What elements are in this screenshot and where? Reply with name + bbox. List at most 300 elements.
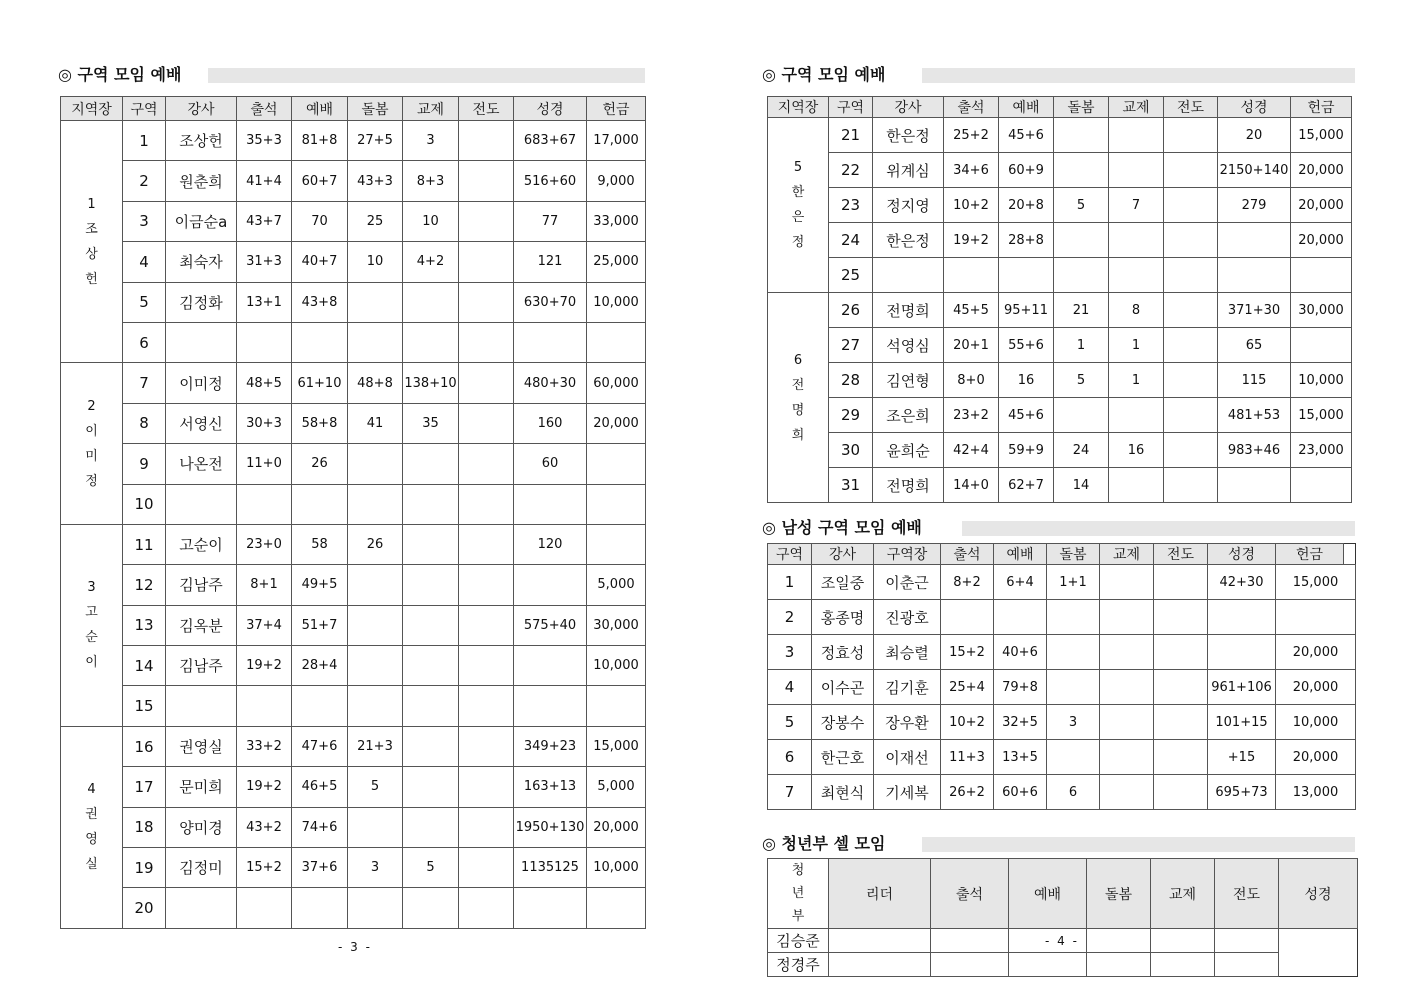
table-row	[61, 646, 646, 686]
table-cell: 16	[1109, 433, 1164, 468]
table-cell: 35+3	[237, 121, 292, 161]
table-cell: 최숙자	[166, 242, 237, 282]
column-header: 지역장	[61, 97, 123, 121]
table-cell: 74+6	[292, 807, 348, 847]
table-cell: 47+6	[292, 726, 348, 766]
table-cell	[944, 258, 999, 293]
table-cell: 10+2	[941, 705, 994, 740]
table-cell: 55+6	[999, 328, 1054, 363]
table-cell: 19+2	[237, 646, 292, 686]
table-cell: 101+15	[1208, 705, 1276, 740]
region-leader-char: 은	[791, 210, 805, 225]
table-row	[61, 524, 646, 564]
table-row	[768, 398, 1352, 433]
column-header: 성경	[1279, 859, 1358, 929]
column-header: 예배	[1009, 859, 1087, 929]
table-cell	[292, 322, 348, 362]
column-header: 돌봄	[1047, 544, 1100, 565]
table-row	[61, 363, 646, 403]
table-cell: 120	[514, 524, 587, 564]
table-cell	[403, 888, 459, 928]
table-cell	[348, 484, 403, 524]
table-cell: 1+1	[1047, 565, 1100, 600]
table-cell: 한은정	[873, 223, 944, 258]
column-header: 교제	[1109, 97, 1164, 118]
table-cell	[829, 953, 931, 977]
table-cell	[941, 600, 994, 635]
table-cell: 10,000	[1291, 363, 1352, 398]
title-bar	[922, 68, 1355, 83]
table-cell: 8	[123, 403, 166, 443]
table-cell: 41+4	[237, 161, 292, 201]
table-row	[61, 726, 646, 766]
column-header: 전도	[459, 97, 514, 121]
table-cell	[1154, 740, 1208, 775]
table-cell	[1054, 118, 1109, 153]
table-row	[61, 848, 646, 888]
table-cell	[403, 565, 459, 605]
right-district-table	[767, 96, 1352, 503]
table-cell: 8+0	[944, 363, 999, 398]
column-header: 돌봄	[1054, 97, 1109, 118]
table-cell	[348, 444, 403, 484]
page-number-left: - 3 -	[338, 940, 372, 954]
column-header: 성경	[514, 97, 587, 121]
table-cell	[1100, 740, 1154, 775]
table-cell: 30	[829, 433, 873, 468]
region-leader-char: 고	[85, 605, 98, 621]
table-cell: 27	[829, 328, 873, 363]
table-cell: 25	[829, 258, 873, 293]
table-cell: 481+53	[1218, 398, 1291, 433]
table-cell	[1291, 328, 1352, 363]
table-cell: 279	[1218, 188, 1291, 223]
table-row	[768, 223, 1352, 258]
table-cell: 4+2	[403, 242, 459, 282]
region-leader-char: 6	[793, 352, 803, 368]
youth-title-text: ◎ 청년부 셀 모임	[762, 833, 891, 855]
table-row	[768, 363, 1352, 398]
table-cell: 79+8	[994, 670, 1047, 705]
table-cell	[403, 767, 459, 807]
table-cell: 25+2	[944, 118, 999, 153]
table-cell	[292, 686, 348, 726]
table-cell	[1164, 188, 1218, 223]
table-cell	[587, 484, 646, 524]
table-row	[61, 686, 646, 726]
table-cell: 정경주	[768, 953, 829, 977]
table-cell: 장봉수	[812, 705, 874, 740]
table-cell: 138+10	[403, 363, 459, 403]
table-row	[61, 605, 646, 645]
table-cell	[459, 646, 514, 686]
table-cell	[1218, 223, 1291, 258]
table-cell: 27+5	[348, 121, 403, 161]
table-cell	[1047, 600, 1100, 635]
table-cell: 23	[829, 188, 873, 223]
page-number-right: - 4 -	[1045, 934, 1079, 948]
column-header: 강사	[166, 97, 237, 121]
table-cell: 60	[514, 444, 587, 484]
region-leader-cell	[768, 293, 829, 503]
table-cell: 65	[1218, 328, 1291, 363]
table-cell	[1100, 565, 1154, 600]
table-cell: 김연형	[873, 363, 944, 398]
table-cell: 10,000	[587, 848, 646, 888]
region-leader-char: 한	[791, 185, 805, 200]
youth-side-char: 청	[791, 863, 805, 878]
table-cell	[587, 888, 646, 928]
table-cell: 58	[292, 524, 348, 564]
table-cell: 19+2	[237, 767, 292, 807]
table-cell	[931, 953, 1009, 977]
table-cell: 한근호	[812, 740, 874, 775]
table-cell	[514, 484, 587, 524]
table-cell: 41	[348, 403, 403, 443]
male-district-table	[767, 543, 1356, 810]
table-row	[61, 403, 646, 443]
table-cell: 한은정	[873, 118, 944, 153]
table-cell: 62+7	[999, 468, 1054, 503]
table-cell: 24	[829, 223, 873, 258]
table-cell	[1100, 635, 1154, 670]
table-cell: 683+67	[514, 121, 587, 161]
region-leader-char: 희	[791, 427, 805, 443]
table-cell	[1208, 635, 1276, 670]
table-cell: 2150+140	[1218, 153, 1291, 188]
table-cell	[1291, 468, 1352, 503]
table-cell: 5	[348, 767, 403, 807]
table-cell	[459, 161, 514, 201]
table-cell	[459, 484, 514, 524]
table-cell: 163+13	[514, 767, 587, 807]
table-cell: 29	[829, 398, 873, 433]
table-cell: 15,000	[587, 726, 646, 766]
table-cell: 9	[123, 444, 166, 484]
column-header: 전도	[1215, 859, 1279, 929]
table-cell	[237, 322, 292, 362]
table-cell: 58+8	[292, 403, 348, 443]
table-row	[768, 433, 1352, 468]
table-row	[768, 635, 1356, 670]
column-header: 성경	[1218, 97, 1291, 118]
table-cell	[1151, 953, 1215, 977]
table-cell: 22	[829, 153, 873, 188]
table-cell: 35	[403, 403, 459, 443]
table-cell	[1164, 363, 1218, 398]
column-header: 헌금	[587, 97, 646, 121]
table-cell: 권영실	[166, 726, 237, 766]
column-header: 교제	[403, 97, 459, 121]
table-cell: 983+46	[1218, 433, 1291, 468]
table-cell: 18	[123, 807, 166, 847]
table-cell	[459, 767, 514, 807]
table-row	[61, 565, 646, 605]
table-cell: 16	[123, 726, 166, 766]
table-cell: 서영신	[166, 403, 237, 443]
table-cell	[166, 322, 237, 362]
table-row	[61, 484, 646, 524]
table-cell: 40+6	[994, 635, 1047, 670]
table-cell	[514, 322, 587, 362]
table-row	[768, 775, 1356, 810]
table-cell: 14	[123, 646, 166, 686]
table-cell	[459, 282, 514, 322]
table-cell: 12	[123, 565, 166, 605]
table-cell: 30+3	[237, 403, 292, 443]
table-cell: 고순이	[166, 524, 237, 564]
table-cell	[1151, 929, 1215, 953]
table-cell	[237, 484, 292, 524]
table-row	[61, 282, 646, 322]
title-bar	[208, 68, 645, 83]
table-cell	[1276, 600, 1356, 635]
table-cell	[1109, 223, 1164, 258]
table-cell	[1215, 929, 1279, 953]
table-cell: 정지영	[873, 188, 944, 223]
table-cell: 46+5	[292, 767, 348, 807]
table-cell: 45+5	[944, 293, 999, 328]
region-leader-char: 4	[87, 782, 96, 798]
table-cell: 26	[348, 524, 403, 564]
table-cell: 60+6	[994, 775, 1047, 810]
table-cell	[514, 888, 587, 928]
table-cell: 전명희	[873, 468, 944, 503]
table-cell: 10,000	[1276, 705, 1356, 740]
table-cell	[166, 686, 237, 726]
table-cell	[459, 888, 514, 928]
table-cell	[1054, 223, 1109, 258]
table-cell	[1100, 705, 1154, 740]
table-cell	[931, 929, 1009, 953]
table-cell: 95+11	[999, 293, 1054, 328]
table-cell: 45+6	[999, 118, 1054, 153]
table-cell: 15+2	[941, 635, 994, 670]
table-cell: 위계심	[873, 153, 944, 188]
table-cell: 기세복	[874, 775, 941, 810]
table-cell: 26+2	[941, 775, 994, 810]
table-cell	[1047, 635, 1100, 670]
table-cell: 4	[123, 242, 166, 282]
right-top-section-title	[762, 64, 1355, 86]
table-cell: 43+8	[292, 282, 348, 322]
table-cell	[587, 686, 646, 726]
table-cell: 371+30	[1218, 293, 1291, 328]
table-cell	[1164, 118, 1218, 153]
table-cell: 31+3	[237, 242, 292, 282]
table-cell	[348, 565, 403, 605]
table-cell: 30,000	[587, 605, 646, 645]
column-header: 리더	[829, 859, 931, 929]
column-header: 전도	[1154, 544, 1208, 565]
table-cell	[1164, 328, 1218, 363]
table-row	[61, 201, 646, 241]
table-cell: 20,000	[1291, 188, 1352, 223]
region-leader-char: 전	[791, 377, 805, 393]
table-row	[61, 807, 646, 847]
table-cell: 33+2	[237, 726, 292, 766]
table-cell: 10	[123, 484, 166, 524]
table-cell: 15,000	[1291, 398, 1352, 433]
table-cell	[514, 686, 587, 726]
table-cell: 11+0	[237, 444, 292, 484]
table-cell: 1	[1054, 328, 1109, 363]
table-cell	[587, 444, 646, 484]
table-cell: 10+2	[944, 188, 999, 223]
table-cell: 8+1	[237, 565, 292, 605]
table-cell: 3	[348, 848, 403, 888]
table-row	[61, 121, 646, 161]
table-cell	[292, 484, 348, 524]
table-cell	[403, 726, 459, 766]
table-cell: 43+7	[237, 201, 292, 241]
region-leader-cell	[768, 118, 829, 293]
title-bar	[962, 521, 1355, 536]
region-leader-char: 순	[85, 630, 98, 646]
column-header: 출석	[237, 97, 292, 121]
table-cell: 60+9	[999, 153, 1054, 188]
table-cell: 115	[1218, 363, 1291, 398]
table-row	[61, 444, 646, 484]
region-leader-cell	[61, 726, 123, 928]
table-cell: 60,000	[587, 363, 646, 403]
table-cell: 30,000	[1291, 293, 1352, 328]
table-cell	[237, 888, 292, 928]
table-cell: 20	[123, 888, 166, 928]
table-cell: 28+8	[999, 223, 1054, 258]
table-cell: 20,000	[1291, 223, 1352, 258]
table-cell: 15	[123, 686, 166, 726]
table-cell	[459, 121, 514, 161]
column-header: 지역장	[768, 97, 829, 118]
table-cell: 7	[123, 363, 166, 403]
table-cell: 695+73	[1208, 775, 1276, 810]
column-header: 성경	[1208, 544, 1276, 565]
table-cell	[1109, 118, 1164, 153]
table-cell: 9,000	[587, 161, 646, 201]
table-cell: 20+8	[999, 188, 1054, 223]
table-cell: 21	[829, 118, 873, 153]
column-header: 예배	[994, 544, 1047, 565]
table-cell: 20,000	[1291, 153, 1352, 188]
table-row	[768, 705, 1356, 740]
table-cell: 김기훈	[874, 670, 941, 705]
table-cell: 나온전	[166, 444, 237, 484]
table-cell: 23+0	[237, 524, 292, 564]
table-cell: 33,000	[587, 201, 646, 241]
table-cell: 5	[768, 705, 812, 740]
table-cell: 3	[1047, 705, 1100, 740]
region-leader-char: 실	[85, 857, 98, 873]
table-cell: 45+6	[999, 398, 1054, 433]
table-cell: 20	[1218, 118, 1291, 153]
table-cell: 1	[1109, 328, 1164, 363]
table-row	[768, 188, 1352, 223]
table-cell: 43+2	[237, 807, 292, 847]
table-cell: 이금순a	[166, 201, 237, 241]
table-cell: 48+5	[237, 363, 292, 403]
table-cell	[994, 600, 1047, 635]
region-leader-char: 조	[85, 221, 98, 237]
table-row	[768, 468, 1352, 503]
column-header: 출석	[931, 859, 1009, 929]
table-cell	[1154, 565, 1208, 600]
table-row	[768, 293, 1352, 328]
table-cell: 최승렬	[874, 635, 941, 670]
table-row	[768, 328, 1352, 363]
table-cell: 2	[123, 161, 166, 201]
table-cell: 14+0	[944, 468, 999, 503]
table-cell	[403, 444, 459, 484]
table-row	[768, 600, 1356, 635]
table-cell: 최현식	[812, 775, 874, 810]
table-cell: 21+3	[348, 726, 403, 766]
table-cell: 4	[768, 670, 812, 705]
region-leader-char: 상	[85, 246, 98, 262]
column-header: 헌금	[1291, 97, 1352, 118]
table-cell: 조상헌	[166, 121, 237, 161]
table-cell: 31	[829, 468, 873, 503]
table-cell: 25	[348, 201, 403, 241]
table-cell: 24	[1054, 433, 1109, 468]
table-cell	[1047, 740, 1100, 775]
table-cell: 16	[999, 363, 1054, 398]
table-cell	[403, 524, 459, 564]
table-cell: 3	[123, 201, 166, 241]
column-header: 강사	[812, 544, 874, 565]
table-cell: 20,000	[1276, 635, 1356, 670]
region-leader-char: 정	[791, 235, 805, 250]
column-header: 구역	[829, 97, 873, 118]
table-cell	[1087, 929, 1151, 953]
table-cell	[1164, 433, 1218, 468]
column-header: 구역장	[874, 544, 941, 565]
right-top-title-text: ◎ 구역 모임 예배	[762, 64, 891, 86]
table-row	[61, 161, 646, 201]
table-cell	[1154, 635, 1208, 670]
region-leader-char: 이	[85, 655, 98, 671]
table-cell: 40+7	[292, 242, 348, 282]
table-cell: 28	[829, 363, 873, 398]
table-cell: 10,000	[587, 646, 646, 686]
table-cell: 이미정	[166, 363, 237, 403]
male-title-text: ◎ 남성 구역 모임 예배	[762, 517, 928, 539]
table-cell	[1047, 670, 1100, 705]
region-leader-cell	[61, 524, 123, 726]
table-cell: 6	[768, 740, 812, 775]
table-cell: 630+70	[514, 282, 587, 322]
table-cell: 문미희	[166, 767, 237, 807]
table-cell: 5,000	[587, 565, 646, 605]
table-cell: 3	[403, 121, 459, 161]
youth-side-label	[768, 859, 829, 929]
table-cell: 17	[123, 767, 166, 807]
table-cell: 23+2	[944, 398, 999, 433]
table-cell: 20,000	[587, 403, 646, 443]
table-cell	[1100, 600, 1154, 635]
table-cell	[348, 322, 403, 362]
table-cell: 516+60	[514, 161, 587, 201]
table-cell: 19	[123, 848, 166, 888]
table-cell: 59+9	[999, 433, 1054, 468]
table-cell: 진광호	[874, 600, 941, 635]
table-cell: 21	[1054, 293, 1109, 328]
table-cell: 20,000	[1276, 670, 1356, 705]
column-header: 헌금	[1276, 544, 1344, 565]
table-cell	[1109, 258, 1164, 293]
table-cell: 25,000	[587, 242, 646, 282]
table-cell	[1054, 258, 1109, 293]
